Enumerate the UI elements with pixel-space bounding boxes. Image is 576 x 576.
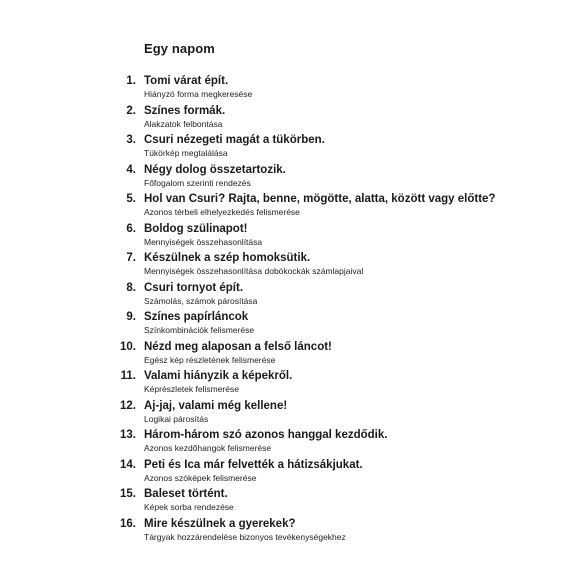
- entry-number: 12.: [120, 399, 136, 412]
- entry-number: 13.: [120, 429, 136, 441]
- entry-title: Boldog szülinapot!: [144, 222, 248, 235]
- entry-subtitle: Hiányzó forma megkeresése: [144, 89, 253, 99]
- entry-subtitle: Alakzatok felbontása: [144, 118, 223, 129]
- entry-subtitle: Azonos szóképek felismerése: [144, 472, 257, 483]
- entry-subtitle: Tükörkép megtalálása: [144, 148, 228, 158]
- toc-entry: [0, 487, 576, 517]
- toc-entry: [0, 251, 576, 281]
- entry-title: Négy dolog összetartozik.: [144, 163, 286, 176]
- entry-number: 1.: [126, 75, 136, 87]
- toc-entry: [0, 104, 576, 134]
- entry-subtitle: Mennyiségek összehasonlítása dobókockák számlapjaival: [144, 266, 364, 276]
- toc-entry: [0, 399, 576, 429]
- entry-subtitle: Egész kép részletének felismerése: [144, 354, 276, 365]
- entry-title: Színes formák.: [144, 104, 226, 117]
- entry-number: 14.: [120, 458, 136, 471]
- entry-subtitle: Képek sorba rendezése: [144, 502, 234, 512]
- toc-entry: [0, 428, 576, 458]
- entry-title: Aj-jaj, valami még kellene!: [144, 399, 288, 412]
- toc-entry: [0, 163, 576, 193]
- entry-number: 6.: [126, 222, 136, 235]
- entry-number: 8.: [126, 281, 136, 294]
- entry-subtitle: Mennyiségek összehasonlítása: [144, 236, 263, 247]
- entry-number: 11.: [120, 370, 136, 382]
- entry-subtitle: Színkombinációk felismerése: [144, 325, 255, 335]
- entry-subtitle: Képrészletek felismerése: [144, 384, 239, 394]
- entry-subtitle: Tárgyak hozzárendelése bizonyos tevékenységekhez: [144, 531, 346, 542]
- entry-subtitle: Számolás, számok párosítása: [144, 295, 258, 306]
- toc-entry: [0, 281, 576, 311]
- entry-title: Csuri tornyot épít.: [144, 281, 244, 294]
- entry-title: Készülnek a szép homoksütik.: [144, 252, 311, 264]
- toc-entry: [0, 458, 576, 488]
- entry-title: Hol van Csuri? Rajta, benne, mögötte, alatta, között vagy előtte?: [144, 193, 496, 205]
- entry-number: 16.: [120, 517, 136, 530]
- entry-title: Valami hiányzik a képekről.: [144, 370, 293, 382]
- entry-subtitle: Logikai párosítás: [144, 413, 209, 424]
- toc-entry: [0, 74, 576, 104]
- entry-title: Tomi várat épít.: [144, 75, 229, 87]
- toc-entry: [0, 133, 576, 163]
- entry-title: Peti és Ica már felvették a hátizsákjukat.: [144, 458, 363, 471]
- table-of-contents: [0, 74, 576, 546]
- toc-entry: [0, 192, 576, 222]
- entry-number: 5.: [126, 193, 136, 205]
- page-title: Egy napom: [144, 41, 215, 56]
- entry-title: Csuri nézegeti magát a tükörben.: [144, 134, 325, 146]
- entry-number: 9.: [126, 311, 136, 323]
- entry-title: Színes papírláncok: [144, 311, 249, 323]
- entry-subtitle: Azonos kezdőhangok felismerése: [144, 443, 272, 453]
- entry-title: Baleset történt.: [144, 488, 228, 500]
- toc-entry: [0, 310, 576, 340]
- entry-title: Nézd meg alaposan a felső láncot!: [144, 340, 332, 353]
- entry-number: 4.: [126, 163, 136, 176]
- toc-entry: [0, 340, 576, 370]
- entry-number: 3.: [126, 134, 136, 146]
- entry-subtitle: Azonos térbeli elhelyezkedés felismerése: [144, 207, 300, 217]
- toc-entry: [0, 369, 576, 399]
- entry-number: 2.: [126, 104, 136, 117]
- entry-number: 7.: [126, 252, 136, 264]
- entry-title: Mire készülnek a gyerekek?: [144, 517, 296, 530]
- toc-entry: [0, 517, 576, 547]
- entry-number: 15.: [120, 488, 136, 500]
- entry-number: 10.: [120, 340, 136, 353]
- entry-subtitle: Főfogalom szerinti rendezés: [144, 177, 251, 188]
- toc-entry: [0, 222, 576, 252]
- entry-title: Három-három szó azonos hanggal kezdődik.: [144, 429, 388, 441]
